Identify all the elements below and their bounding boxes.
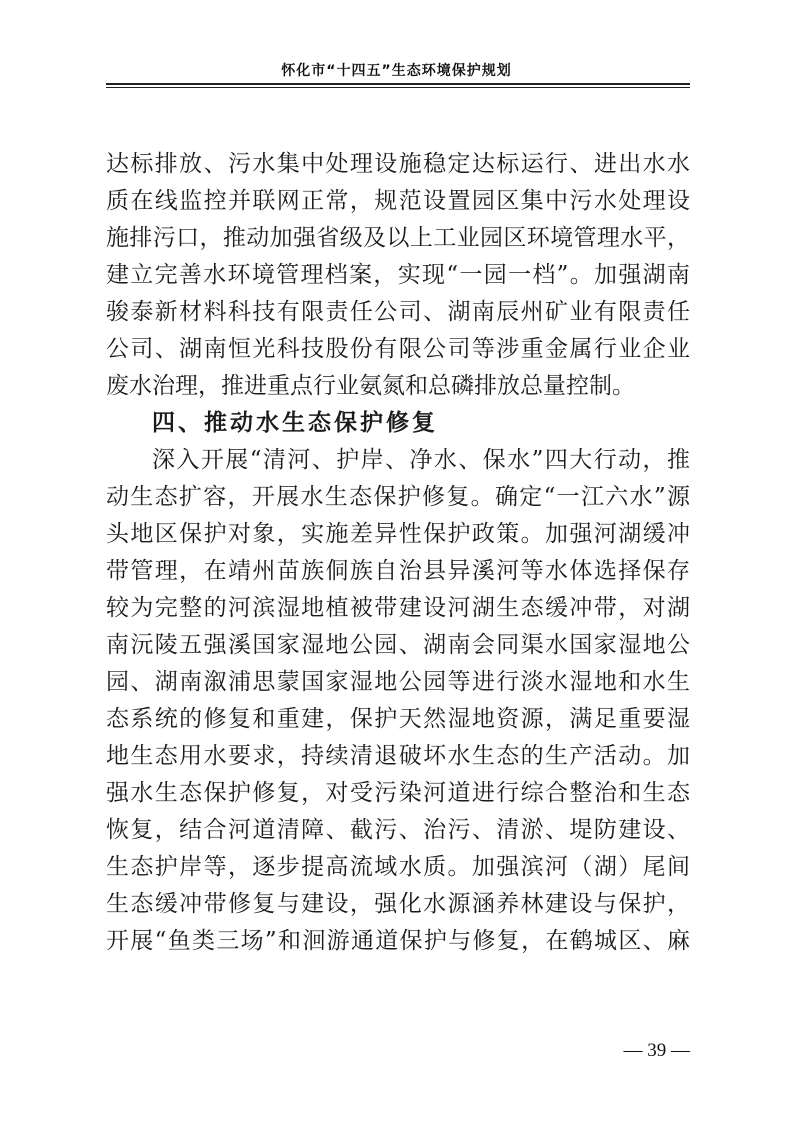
paragraph-2-line: 南沅陵五强溪国家湿地公园、湖南会同渠水国家湿地公 xyxy=(106,632,690,658)
paragraph-2-line: 生态护岸等，逐步提高流域水质。加强滨河（湖）尾间 xyxy=(106,854,690,880)
section-heading: 四、推动水生态保护修复 xyxy=(152,410,438,436)
paragraph-1-line: 废水治理，推进重点行业氨氮和总磷排放总量控制。 xyxy=(106,373,635,399)
page-number: — 39 — xyxy=(623,1040,690,1061)
paragraph-2-line: 深入开展“清河、护岸、净水、保水”四大行动，推 xyxy=(152,447,690,473)
paragraph-2-line: 生态缓冲带修复与建设，强化水源涵养林建设与保护， xyxy=(106,891,690,917)
paragraph-1-line: 达标排放、污水集中处理设施稳定达标运行、进出水水 xyxy=(106,151,690,177)
paragraph-2-line: 较为完整的河滨湿地植被带建设河湖生态缓冲带，对湖 xyxy=(106,595,690,621)
header-rule-thin xyxy=(106,87,690,88)
paragraph-1-line: 建立完善水环境管理档案，实现“一园一档”。加强湖南 xyxy=(106,262,690,288)
paragraph-2-line: 态系统的修复和重建，保护天然湿地资源，满足重要湿 xyxy=(106,706,690,732)
body-text xyxy=(106,146,690,960)
paragraph-2-line: 开展“鱼类三场”和洄游通道保护与修复，在鹤城区、麻 xyxy=(106,928,690,954)
header-rule-thick xyxy=(106,83,690,85)
page-header-title: 怀化市“十四五”生态环境保护规划 xyxy=(281,63,512,79)
paragraph-2-line: 地生态用水要求，持续清退破坏水生态的生产活动。加 xyxy=(106,743,690,769)
paragraph-2-line: 园、湖南溆浦思蒙国家湿地公园等进行淡水湿地和水生 xyxy=(106,669,690,695)
paragraph-1-line: 质在线监控并联网正常，规范设置园区集中污水处理设 xyxy=(106,188,690,214)
paragraph-2-line: 带管理，在靖州苗族侗族自治县异溪河等水体选择保存 xyxy=(106,558,690,584)
paragraph-1-line: 骏泰新材料科技有限责任公司、湖南辰州矿业有限责任 xyxy=(106,299,690,325)
paragraph-2-line: 恢复，结合河道清障、截污、治污、清淤、堤防建设、 xyxy=(106,817,690,843)
paragraph-1-line: 公司、湖南恒光科技股份有限公司等涉重金属行业企业 xyxy=(106,336,690,362)
paragraph-2-line: 动生态扩容，开展水生态保护修复。确定“一江六水”源 xyxy=(106,484,690,510)
paragraph-2-line: 强水生态保护修复，对受污染河道进行综合整治和生态 xyxy=(106,780,690,806)
paragraph-2-line: 头地区保护对象，实施差异性保护政策。加强河湖缓冲 xyxy=(106,521,690,547)
paragraph-1-line: 施排污口，推动加强省级及以上工业园区环境管理水平， xyxy=(106,225,690,251)
